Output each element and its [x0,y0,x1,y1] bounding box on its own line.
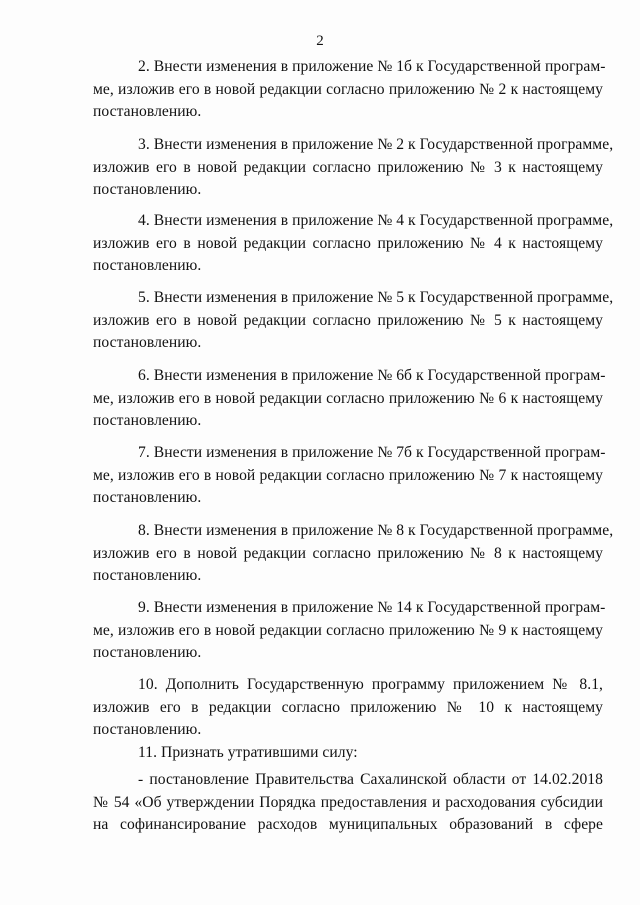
paragraph-line: 9. Внести изменения в приложение № 14 к Государственной програм- [138,599,606,616]
paragraph-line: 7. Внести изменения в приложение № 7б к Государственной програм- [138,444,606,461]
paragraph-line: 3. Внести изменения в приложение № 2 к Государственной программе, [138,136,614,153]
paragraph [93,520,614,588]
paragraph [93,742,603,765]
paragraph-line: постановлению. [93,721,202,738]
paragraph [93,56,606,124]
paragraph-line: 5. Внести изменения в приложение № 5 к Государственной программе, [138,289,614,306]
paragraph-line: ме, изложив его в новой редакции согласно приложению № 6 к настоящему [93,389,603,407]
paragraph-line: ме, изложив его в новой редакции согласно приложению № 7 к настоящему [93,466,603,484]
paragraph-line: изложив его в новой редакции согласно приложению № 8 к настоящему [93,544,603,562]
paragraph [93,597,606,665]
paragraph-line: постановлению. [93,412,202,429]
paragraph-line: изложив его в новой редакции согласно приложению № 4 к настоящему [93,234,603,252]
paragraph-line: 2. Внести изменения в приложение № 1б к Государственной програм- [138,58,606,75]
paragraph-line: на софинансирование расходов муниципальных образований в сфере [93,816,603,833]
paragraph-line: изложив его в новой редакции согласно приложению № 3 к настоящему [93,158,603,176]
paragraph [93,210,614,278]
paragraph-line: постановлению. [93,567,202,584]
paragraph [93,365,606,433]
paragraph [93,134,614,202]
paragraph-line: - постановление Правительства Сахалинской области от 14.02.2018 [138,771,603,788]
paragraph [93,287,614,355]
page-number: 2 [316,33,324,49]
paragraph-line: 10. Дополнить Государственную программу приложением № 8.1, [138,676,603,693]
paragraph [93,442,606,510]
paragraph-line: постановлению. [93,181,202,198]
paragraph-line: изложив его в редакции согласно приложению № 10 к настоящему [93,698,603,716]
paragraph [93,674,603,742]
paragraph-line: ме, изложив его в новой редакции согласно приложению № 2 к настоящему [93,80,603,98]
paragraph-line: постановлению. [93,644,202,661]
paragraph-line: постановлению. [93,103,202,120]
paragraph [93,769,603,837]
paragraph-line: 11. Признать утратившими силу: [138,744,358,761]
paragraph-line: изложив его в новой редакции согласно приложению № 5 к настоящему [93,311,603,329]
paragraph-line: 6. Внести изменения в приложение № 6б к Государственной програм- [138,367,606,384]
paragraph-line: постановлению. [93,257,202,274]
paragraph-line: № 54 «Об утверждении Порядка предоставления и расходования субсидии [93,793,603,811]
paragraph-line: 8. Внести изменения в приложение № 8 к Государственной программе, [138,522,614,539]
paragraph-line: постановлению. [93,489,202,506]
paragraph-line: 4. Внести изменения в приложение № 4 к Государственной программе, [138,212,614,229]
paragraph-line: постановлению. [93,334,202,351]
paragraph-line: ме, изложив его в новой редакции согласно приложению № 9 к настоящему [93,621,603,639]
